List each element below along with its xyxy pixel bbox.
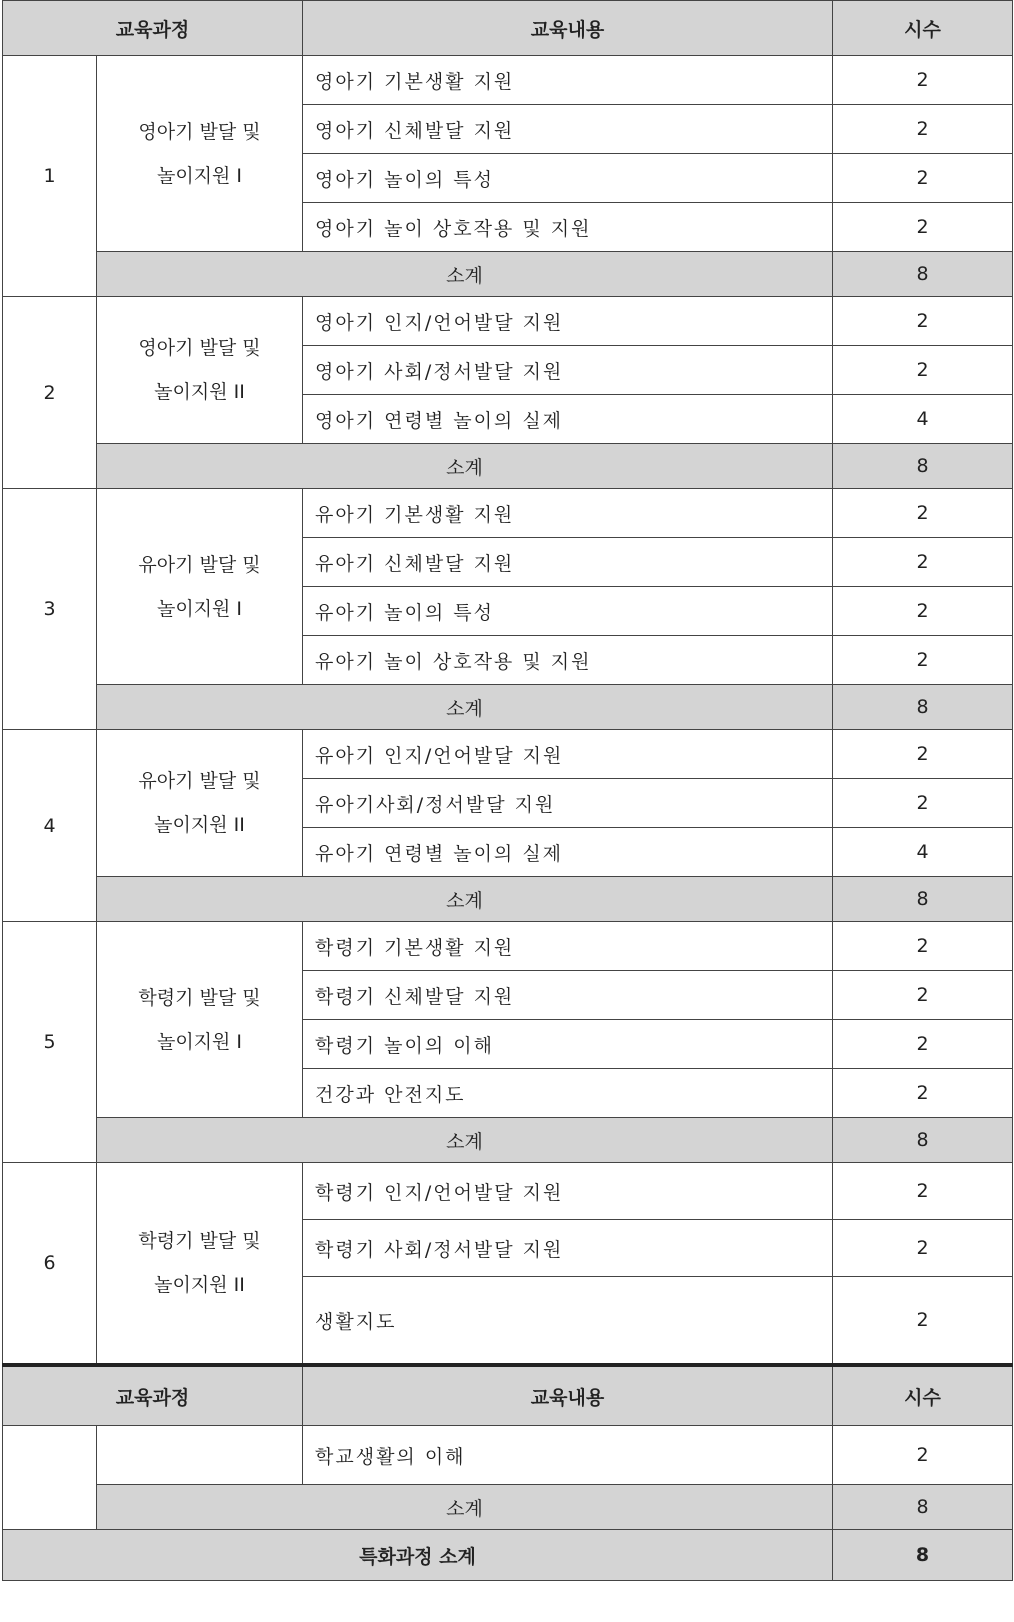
course-name-empty [97, 1426, 303, 1485]
content-hours: 2 [833, 297, 1013, 346]
content-item: 유아기 신체발달 지원 [303, 538, 833, 587]
content-item: 학령기 신체발달 지원 [303, 971, 833, 1020]
content-item: 유아기사회/정서발달 지원 [303, 779, 833, 828]
header-row [3, 1, 1013, 56]
content-hours: 2 [833, 730, 1013, 779]
subtotal-label: 소계 [97, 444, 833, 489]
course-name-line1: 영아기 발달 및 [138, 337, 261, 359]
course-number: 4 [3, 730, 97, 922]
item-row [3, 1426, 1013, 1485]
course-name-line2: 놀이지원 I [156, 597, 243, 620]
content-item: 영아기 기본생활 지원 [303, 56, 833, 105]
course-name-line1: 유아기 발달 및 [138, 770, 261, 792]
course-name [97, 730, 303, 877]
header-course: 교육과정 [3, 1, 303, 56]
header2-hours: 시수 [833, 1365, 1013, 1426]
course-name-line1: 유아기 발달 및 [138, 553, 261, 576]
subtotal-label: 소계 [97, 1118, 833, 1163]
curriculum-table-body [3, 1, 1013, 1581]
subtotal-row [3, 1485, 1013, 1530]
content-item: 영아기 놀이의 특성 [303, 154, 833, 203]
content-hours: 2 [833, 346, 1013, 395]
course-name-line2: 놀이지원 I [156, 1030, 243, 1053]
course-number: 5 [3, 922, 97, 1163]
curriculum-table [2, 0, 1013, 1581]
content-item: 영아기 인지/언어발달 지원 [303, 297, 833, 346]
subtotal-value: 8 [833, 877, 1013, 922]
content-hours: 2 [833, 636, 1013, 685]
content-hours: 2 [833, 587, 1013, 636]
content-item: 영아기 사회/정서발달 지원 [303, 346, 833, 395]
course-name [97, 1163, 303, 1366]
content-item: 생활지도 [303, 1277, 833, 1366]
course-number-empty [3, 1426, 97, 1530]
content-hours: 2 [833, 56, 1013, 105]
subtotal-value: 8 [833, 685, 1013, 730]
content-hours: 2 [833, 1069, 1013, 1118]
subtotal-row [3, 685, 1013, 730]
content-hours: 2 [833, 489, 1013, 538]
content-item: 영아기 신체발달 지원 [303, 105, 833, 154]
content-item: 유아기 놀이 상호작용 및 지원 [303, 636, 833, 685]
subtotal-value: 8 [833, 1485, 1013, 1530]
content-item: 건강과 안전지도 [303, 1069, 833, 1118]
course-number: 2 [3, 297, 97, 489]
subtotal-value: 8 [833, 1118, 1013, 1163]
content-hours: 2 [833, 779, 1013, 828]
header2-content: 교육내용 [303, 1365, 833, 1426]
content-item: 학령기 사회/정서발달 지원 [303, 1220, 833, 1277]
content-item: 학령기 인지/언어발달 지원 [303, 1163, 833, 1220]
item-row [3, 730, 1013, 779]
content-hours: 4 [833, 828, 1013, 877]
item-row [3, 297, 1013, 346]
course-number: 3 [3, 489, 97, 730]
total-row [3, 1530, 1013, 1581]
subtotal-row [3, 444, 1013, 489]
subtotal-label: 소계 [97, 1485, 833, 1530]
total-value: 8 [833, 1530, 1013, 1581]
subtotal-value: 8 [833, 252, 1013, 297]
item-row [3, 56, 1013, 105]
content-item: 유아기 인지/언어발달 지원 [303, 730, 833, 779]
course-name [97, 297, 303, 444]
content-hours: 2 [833, 922, 1013, 971]
item-row [3, 489, 1013, 538]
course-name-line2: 놀이지원 II [154, 1274, 245, 1296]
header-hours: 시수 [833, 1, 1013, 56]
subtotal-row [3, 877, 1013, 922]
content-hours: 2 [833, 1277, 1013, 1366]
content-hours: 2 [833, 1020, 1013, 1069]
content-hours: 2 [833, 154, 1013, 203]
item-row [3, 1163, 1013, 1220]
content-item: 학령기 놀이의 이해 [303, 1020, 833, 1069]
content-item: 학령기 기본생활 지원 [303, 922, 833, 971]
subtotal-label: 소계 [97, 877, 833, 922]
course-name [97, 489, 303, 685]
course-name-line2: 놀이지원 II [154, 381, 245, 403]
header-content: 교육내용 [303, 1, 833, 56]
total-label: 특화과정 소계 [3, 1530, 833, 1581]
course-name-line1: 영아기 발달 및 [138, 120, 261, 143]
course-number: 6 [3, 1163, 97, 1366]
course-name [97, 56, 303, 252]
content-item: 유아기 기본생활 지원 [303, 489, 833, 538]
subtotal-label: 소계 [97, 685, 833, 730]
content-hours: 2 [833, 1163, 1013, 1220]
content-hours: 2 [833, 971, 1013, 1020]
course-name-line1: 학령기 발달 및 [138, 986, 261, 1009]
course-name [97, 922, 303, 1118]
content-hours: 2 [833, 1426, 1013, 1485]
content-hours: 2 [833, 1220, 1013, 1277]
content-hours: 2 [833, 105, 1013, 154]
header2-course: 교육과정 [3, 1365, 303, 1426]
course-number: 1 [3, 56, 97, 297]
subtotal-row [3, 1118, 1013, 1163]
header-row-2 [3, 1365, 1013, 1426]
content-hours: 2 [833, 538, 1013, 587]
content-item: 영아기 연령별 놀이의 실제 [303, 395, 833, 444]
content-hours: 2 [833, 203, 1013, 252]
content-item: 유아기 연령별 놀이의 실제 [303, 828, 833, 877]
item-row [3, 922, 1013, 971]
course-name-line1: 학령기 발달 및 [138, 1230, 261, 1252]
subtotal-value: 8 [833, 444, 1013, 489]
subtotal-label: 소계 [97, 252, 833, 297]
content-item: 영아기 놀이 상호작용 및 지원 [303, 203, 833, 252]
content-hours: 4 [833, 395, 1013, 444]
content-item: 학교생활의 이해 [303, 1426, 833, 1485]
course-name-line2: 놀이지원 II [154, 814, 245, 836]
content-item: 유아기 놀이의 특성 [303, 587, 833, 636]
course-name-line2: 놀이지원 I [156, 164, 243, 187]
subtotal-row [3, 252, 1013, 297]
